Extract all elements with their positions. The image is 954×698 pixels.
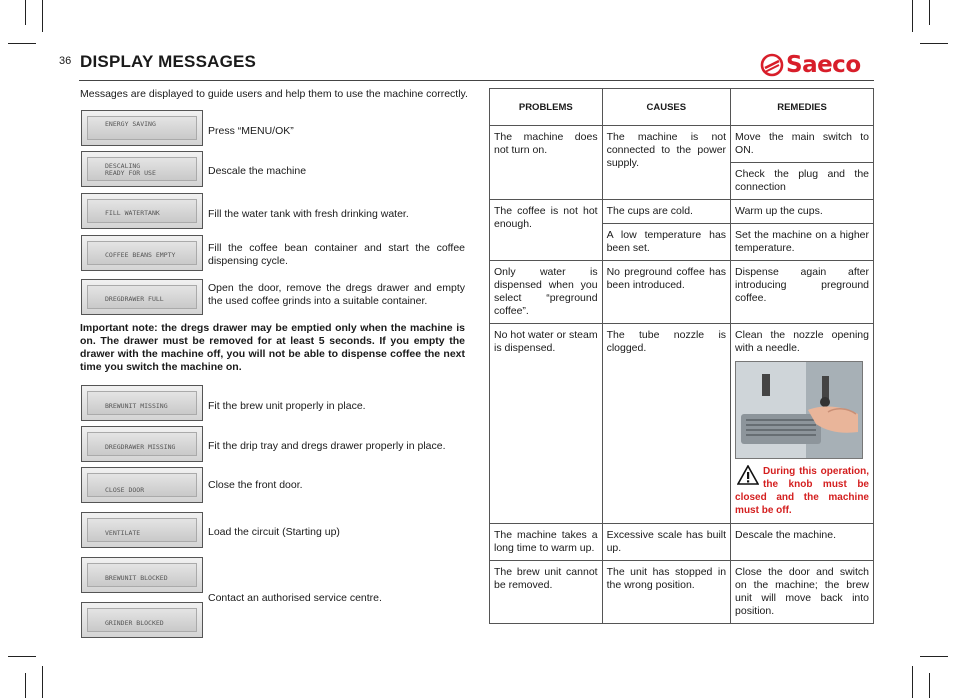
remedy-cell: Check the plug and the connection: [731, 163, 874, 200]
nozzle-cleaning-illustration: [736, 362, 862, 458]
crop-mark: [912, 0, 913, 32]
lcd-message: FILL WATERTANK: [87, 199, 197, 223]
important-note: Important note: the dregs drawer may be emptied only when the machine is on. The drawer must be removed for at least 5 seconds. If you empty the drawer with the machine off, you will not be able to dispense coffee the next time you switch the machine on.: [80, 322, 465, 373]
problem-cell: The coffee is not hot enough.: [490, 200, 603, 261]
message-description: Close the front door.: [208, 479, 303, 491]
cause-cell: The tube nozzle is clogged.: [602, 324, 730, 524]
cause-cell: The unit has stopped in the wrong position.: [602, 561, 730, 624]
lcd-display: [81, 557, 203, 593]
cause-cell: A low temperature has been set.: [602, 224, 730, 261]
service-contact-text: Contact an authorised service centre.: [208, 592, 382, 604]
lcd-message: COFFEE BEANS EMPTY: [87, 241, 197, 265]
crop-mark: [920, 656, 948, 657]
nozzle-cleaning-photo: [735, 361, 863, 459]
lcd-message: BREWUNIT BLOCKED: [87, 563, 197, 587]
crop-mark: [25, 0, 26, 25]
lcd-display: [81, 235, 203, 271]
lcd-display: [81, 151, 203, 187]
table-row: [490, 261, 874, 324]
crop-mark: [42, 666, 43, 698]
message-description: Load the circuit (Starting up): [208, 526, 340, 538]
message-description: Descale the machine: [208, 165, 307, 177]
crop-mark: [8, 656, 36, 657]
remedy-cell: Close the door and switch on the machine; the brew unit will move back into position.: [731, 561, 874, 624]
crop-mark: [912, 666, 913, 698]
table-row: [490, 126, 874, 163]
lcd-message: ENERGY SAVING: [87, 116, 197, 140]
lcd-message: DESCALING READY FOR USE: [87, 157, 197, 181]
message-description: Open the door, remove the dregs drawer and empty the used coffee grinds into a suitable container.: [208, 282, 465, 307]
crop-mark: [920, 43, 948, 44]
title-rule: [79, 80, 874, 81]
message-description: Press “MENU/OK”: [208, 125, 294, 137]
cause-cell: No preground coffee has been introduced.: [602, 261, 730, 324]
header-remedies: REMEDIES: [731, 89, 874, 126]
crop-mark: [42, 0, 43, 32]
lcd-message: BREWUNIT MISSING: [87, 391, 197, 415]
message-description: Fit the brew unit properly in place.: [208, 400, 366, 412]
lcd-display: [81, 279, 203, 315]
brand-name: Saeco: [786, 52, 861, 78]
saeco-logo-icon: [760, 53, 784, 77]
problem-cell: Only water is dispensed when you select “preground coffee”.: [490, 261, 603, 324]
lcd-display: [81, 512, 203, 548]
intro-text: Messages are displayed to guide users and help them to use the machine correctly.: [80, 88, 468, 100]
table-row: [490, 200, 874, 224]
lcd-display: [81, 467, 203, 503]
lcd-message: CLOSE DOOR: [87, 473, 197, 497]
lcd-display: [81, 426, 203, 462]
message-description: Fill the coffee bean container and start the coffee dispensing cycle.: [208, 242, 465, 267]
lcd-message: DREGDRAWER MISSING: [87, 432, 197, 456]
crop-mark: [25, 673, 26, 698]
header-causes: CAUSES: [602, 89, 730, 126]
header-problems: PROBLEMS: [490, 89, 603, 126]
cause-cell: The machine is not connected to the power supply.: [602, 126, 730, 200]
problem-cell: No hot water or steam is dispensed.: [490, 324, 603, 524]
remedy-text: Clean the nozzle opening with a needle.: [735, 329, 869, 354]
lcd-display: [81, 385, 203, 421]
page-number: 36: [59, 55, 72, 67]
problem-cell: The brew unit cannot be removed.: [490, 561, 603, 624]
lcd-display: [81, 193, 203, 229]
remedy-cell: Warm up the cups.: [731, 200, 874, 224]
brand-logo: [760, 50, 872, 80]
remedy-cell: Set the machine on a higher temperature.: [731, 224, 874, 261]
problem-cell: The machine does not turn on.: [490, 126, 603, 200]
lcd-display: [81, 602, 203, 638]
remedy-cell: [731, 324, 874, 524]
table-row: [490, 324, 874, 524]
crop-mark: [929, 0, 930, 25]
troubleshooting-table: [489, 88, 874, 624]
message-description: Fit the drip tray and dregs drawer properly in place.: [208, 440, 446, 452]
lcd-message: DREGDRAWER FULL: [87, 285, 197, 309]
crop-mark: [8, 43, 36, 44]
lcd-message: VENTILATE: [87, 518, 197, 542]
message-description: Fill the water tank with fresh drinking water.: [208, 208, 409, 220]
table-row: [490, 524, 874, 561]
lcd-message: GRINDER BLOCKED: [87, 608, 197, 632]
remedy-cell: Move the main switch to ON.: [731, 126, 874, 163]
warning-text: During this operation, the knob must be closed and the machine must be off.: [735, 466, 869, 516]
cause-cell: Excessive scale has built up.: [602, 524, 730, 561]
remedy-cell: Dispense again after introducing preground coffee.: [731, 261, 874, 324]
page-title: DISPLAY MESSAGES: [80, 52, 257, 71]
cause-cell: The cups are cold.: [602, 200, 730, 224]
crop-mark: [929, 673, 930, 698]
table-row: [490, 561, 874, 624]
remedy-cell: Descale the machine.: [731, 524, 874, 561]
warning-triangle-icon: [737, 465, 759, 485]
table-header-row: [490, 89, 874, 126]
problem-cell: The machine takes a long time to warm up.: [490, 524, 603, 561]
lcd-display: [81, 110, 203, 146]
warning-note: [735, 465, 869, 517]
